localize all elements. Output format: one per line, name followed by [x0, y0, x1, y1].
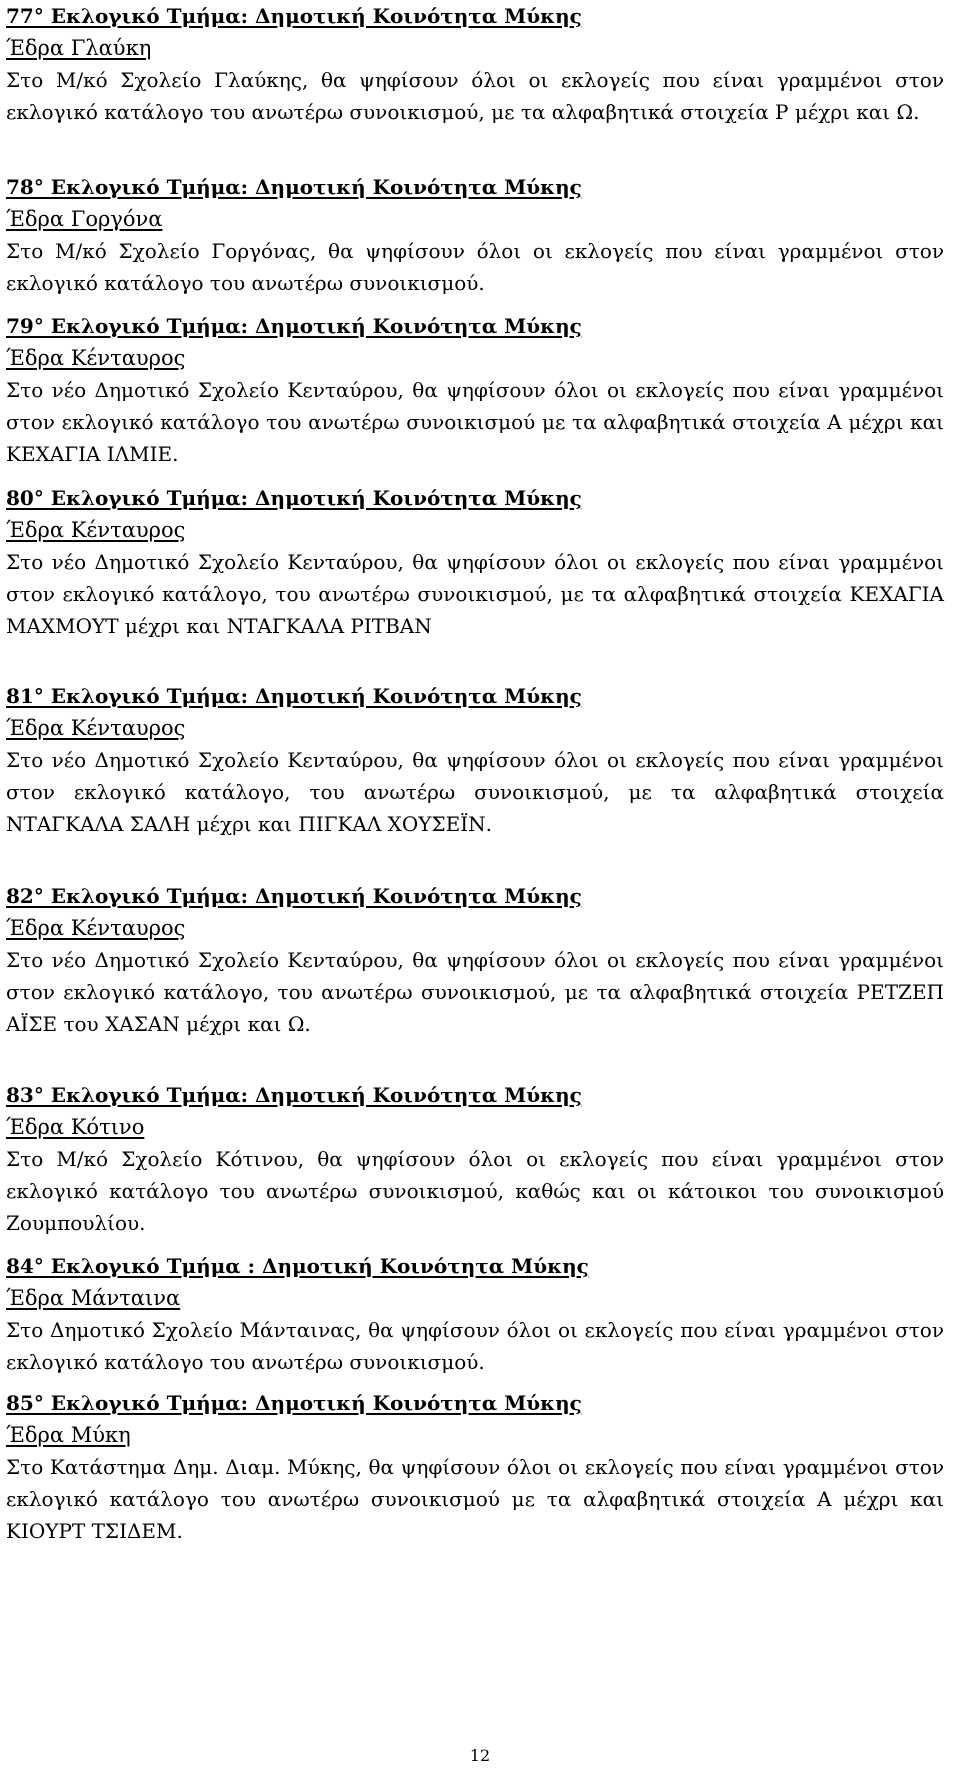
section-heading: 81° Εκλογικό Τμήμα: Δημοτική Κοινότητα Μύκης [6, 684, 582, 708]
section-text: Στο νέο Δημοτικό Σχολείο Κενταύρου, θα ψηφίσουν όλοι οι εκλογείς που είναι γραμμένοι στον εκλογικό κατάλογο, του ανωτέρω συνοικισμού, με τα αλφαβητικά στοιχεία ΡΕΤΖΕΠ ΑΪΣΕ του ΧΑΣΑΝ μέχρι και Ω. [6, 948, 944, 1036]
section-heading: 85° Εκλογικό Τμήμα: Δημοτική Κοινότητα Μύκης [6, 1391, 582, 1415]
section-79 [0, 310, 950, 470]
section-seat: Έδρα Κένταυρος [6, 916, 186, 940]
section-seat: Έδρα Κότινο [6, 1115, 145, 1139]
page-number: 12 [469, 1746, 491, 1765]
section-82 [0, 880, 950, 1040]
section-seat: Έδρα Μάνταινα [6, 1286, 181, 1310]
section-heading: 77° Εκλογικό Τμήμα: Δημοτική Κοινότητα Μύκης [6, 4, 582, 28]
section-seat: Έδρα Κένταυρος [6, 518, 186, 542]
section-seat: Έδρα Γλαύκη [6, 36, 152, 60]
section-heading: 79° Εκλογικό Τμήμα: Δημοτική Κοινότητα Μύκης [6, 314, 582, 338]
section-text: Στο Κατάστημα Δημ. Διαμ. Μύκης, θα ψηφίσουν όλοι οι εκλογείς που είναι γραμμένοι στον εκλογικό κατάλογο του ανωτέρω συνοικισμού με τα αλφαβητικά στοιχεία Α μέχρι και ΚΙΟΥΡΤ ΤΣΙΔΕΜ. [6, 1455, 944, 1543]
section-seat: Έδρα Κένταυρος [6, 346, 186, 370]
section-84 [0, 1250, 950, 1378]
section-text: Στο Μ/κό Σχολείο Γλαύκης, θα ψηφίσουν όλοι οι εκλογείς που είναι γραμμένοι στον εκλογικό κατάλογο του ανωτέρω συνοικισμού, με τα αλφαβητικά στοιχεία Ρ μέχρι και Ω. [6, 68, 944, 124]
section-seat: Έδρα Κένταυρος [6, 716, 186, 740]
section-text: Στο Μ/κό Σχολείο Κότινου, θα ψηφίσουν όλοι οι εκλογείς που είναι γραμμένοι στον εκλογικό κατάλογο του ανωτέρω συνοικισμού, καθώς και οι κάτοικοι του συνοικισμού Ζουμπουλίου. [6, 1147, 944, 1235]
section-seat: Έδρα Γοργόνα [6, 207, 163, 231]
section-heading: 83° Εκλογικό Τμήμα: Δημοτική Κοινότητα Μύκης [6, 1083, 582, 1107]
section-heading: 80° Εκλογικό Τμήμα: Δημοτική Κοινότητα Μύκης [6, 486, 582, 510]
section-85 [0, 1387, 950, 1547]
section-text: Στο Δημοτικό Σχολείο Μάνταινας, θα ψηφίσουν όλοι οι εκλογείς που είναι γραμμένοι στον εκλογικό κατάλογο του ανωτέρω συνοικισμού. [6, 1318, 944, 1374]
section-text: Στο νέο Δημοτικό Σχολείο Κενταύρου, θα ψηφίσουν όλοι οι εκλογείς που είναι γραμμένοι στον εκλογικό κατάλογο του ανωτέρω συνοικισμού με τα αλφαβητικά στοιχεία Α μέχρι και ΚΕΧΑΓΙΑ ΙΛΜΙΕ. [6, 378, 944, 466]
section-seat: Έδρα Μύκη [6, 1423, 131, 1447]
section-81 [0, 680, 950, 840]
section-heading: 78° Εκλογικό Τμήμα: Δημοτική Κοινότητα Μύκης [6, 175, 582, 199]
section-text: Στο νέο Δημοτικό Σχολείο Κενταύρου, θα ψηφίσουν όλοι οι εκλογείς που είναι γραμμένοι στον εκλογικό κατάλογο, του ανωτέρω συνοικισμού, με τα αλφαβητικά στοιχεία ΝΤΑΓΚΑΛΑ ΣΑΛΗ μέχρι και ΠΙΓΚΑΛ ΧΟΥΣΕΪΝ. [6, 748, 944, 836]
section-text: Στο νέο Δημοτικό Σχολείο Κενταύρου, θα ψηφίσουν όλοι οι εκλογείς που είναι γραμμένοι στον εκλογικό κατάλογο, του ανωτέρω συνοικισμού, με τα αλφαβητικά στοιχεία ΚΕΧΑΓΙΑ ΜΑΧΜΟΥΤ μέχρι και ΝΤΑΓΚΑΛΑ ΡΙΤΒΑΝ [6, 550, 944, 638]
section-heading: 84° Εκλογικό Τμήμα : Δημοτική Κοινότητα Μύκης [6, 1254, 589, 1278]
section-heading: 82° Εκλογικό Τμήμα: Δημοτική Κοινότητα Μύκης [6, 884, 582, 908]
section-77 [0, 0, 950, 128]
section-80 [0, 482, 950, 642]
section-78 [0, 171, 950, 299]
section-83 [0, 1079, 950, 1239]
section-text: Στο Μ/κό Σχολείο Γοργόνας, θα ψηφίσουν όλοι οι εκλογείς που είναι γραμμένοι στον εκλογικό κατάλογο του ανωτέρω συνοικισμού. [6, 239, 944, 295]
